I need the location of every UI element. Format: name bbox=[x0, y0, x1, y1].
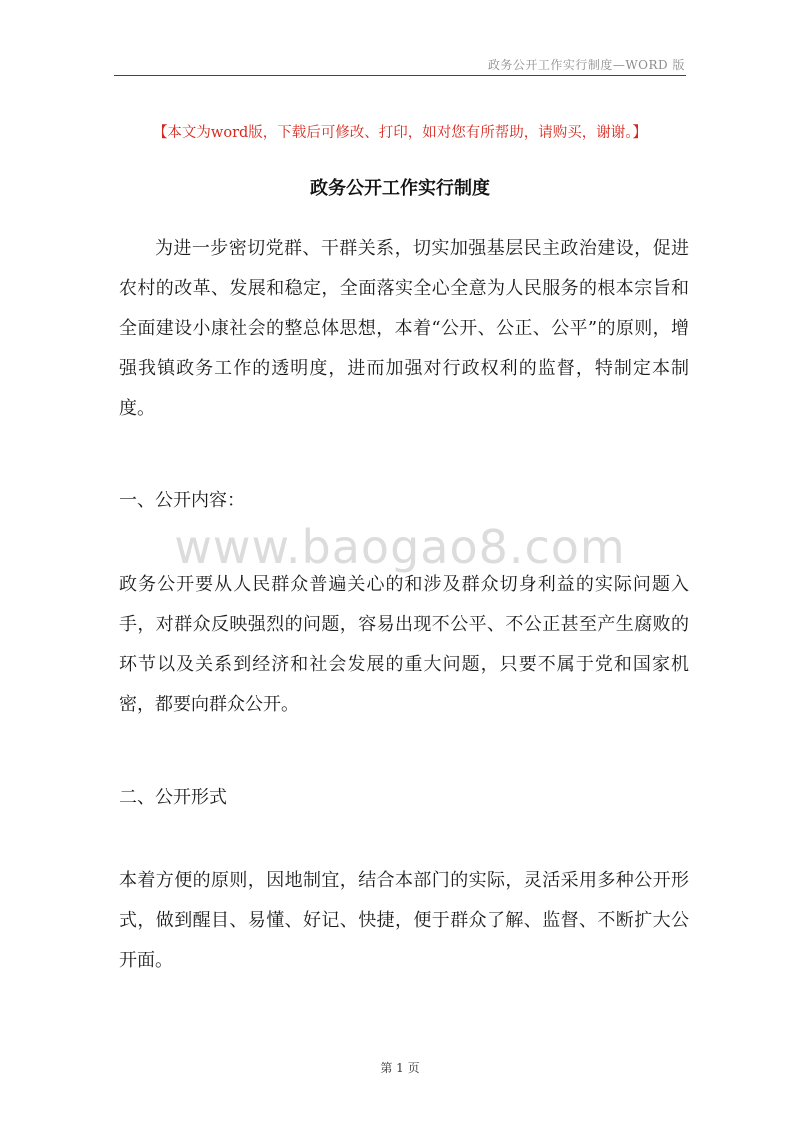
purchase-notice: 【本文为word版，下载后可修改、打印，如对您有所帮助，请购买，谢谢。】 bbox=[152, 125, 648, 141]
section-body-2: 本着方便的原则，因地制宜，结合本部门的实际，灵活采用多种公开形式，做到醒目、易懂、好记、快捷，便于群众了解、监督、不断扩大公开面。 bbox=[119, 870, 689, 971]
page-number: 第 1 页 bbox=[380, 1061, 420, 1075]
watermark: www.baogao8.com bbox=[174, 520, 626, 574]
section-body-1: 政务公开要从人民群众普遍关心的和涉及群众切身利益的实际问题入手，对群众反映强烈的问题，容易出现不公平、不公正甚至产生腐败的环节以及关系到经济和社会发展的重大问题，只要不属于党和国家机密，都要向群众公开。 bbox=[119, 574, 689, 715]
section-heading-2: 二、公开形式 bbox=[119, 787, 227, 808]
header-divider bbox=[114, 75, 686, 76]
section-heading-1: 一、公开内容： bbox=[119, 490, 245, 511]
intro-paragraph: 为进一步密切党群、干群关系，切实加强基层民主政治建设，促进农村的改革、发展和稳定，全面落实全心全意为人民服务的根本宗旨和全面建设小康社会的整总体思想，本着“公开、公正、公平”的原则，增强我镇政务工作的透明度，进而加强对行政权利的监督，特制定本制度。 bbox=[119, 238, 689, 419]
document-title: 政务公开工作实行制度 bbox=[310, 178, 490, 199]
running-header: 政务公开工作实行制度—WORD 版 bbox=[487, 58, 685, 72]
